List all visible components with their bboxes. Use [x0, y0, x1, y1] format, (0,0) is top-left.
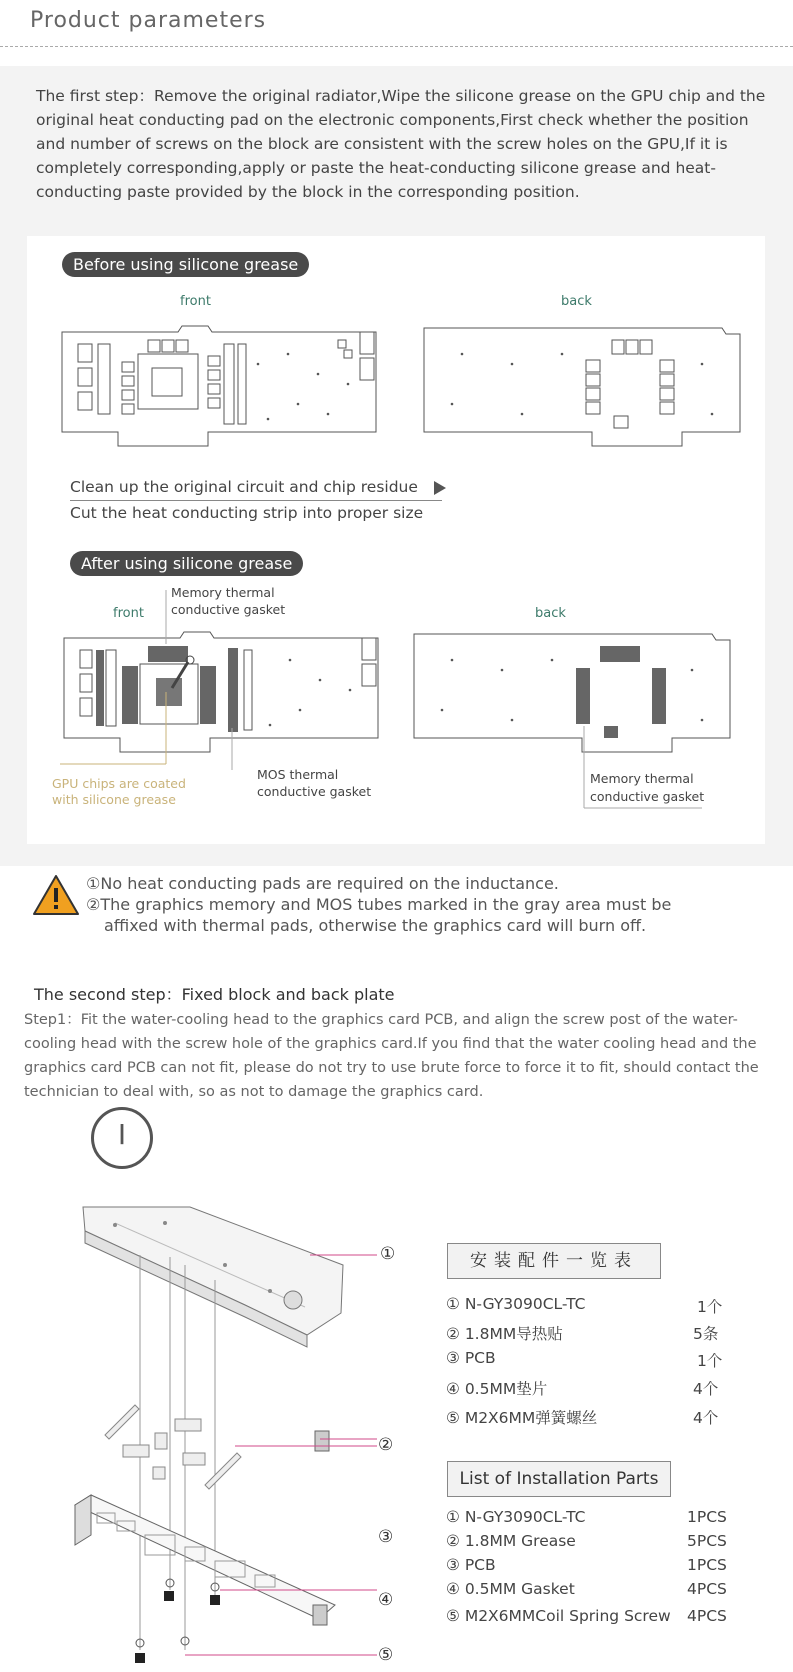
parts-cn-row-5-qty: 4个: [693, 1409, 719, 1427]
before-back-pcb: [422, 324, 742, 449]
warning-line-2: ②The graphics memory and MOS tubes marked in the gray area must be: [86, 895, 672, 914]
after-section-title: After using silicone grease: [70, 551, 303, 576]
warning-line-3: affixed with thermal pads, otherwise the graphics card will burn off.: [104, 916, 647, 935]
parts-en-row-3-name: ③ PCB: [446, 1556, 496, 1574]
title-divider: [0, 46, 793, 47]
step2-title: The second step：Fixed block and back plate: [34, 985, 395, 1004]
parts-en-row-2-name: ② 1.8MM Grease: [446, 1532, 576, 1550]
after-back-label: back: [535, 606, 566, 621]
warning-triangle-icon: [33, 874, 79, 916]
parts-cn-row-4-qty: 4个: [693, 1380, 719, 1398]
instruction-line-2: Cut the heat conducting strip into proper size: [70, 504, 424, 522]
parts-en-row-4-qty: 4PCS: [687, 1580, 727, 1598]
memory-gasket-back-callout: Memory thermal conductive gasket: [590, 771, 705, 804]
parts-en-row-3-qty: 1PCS: [687, 1556, 727, 1574]
step1-text: The first step：Remove the original radiator,Wipe the silicone grease on the GPU chip and the original heat conducting pad on the electronic components,First check whether the position and number of screws on the block are consistent with the screw holes on the GPU,If it is completely corresponding,apply or paste the heat-conducting silicone grease and heat-conducting paste provided by the block in the corresponding position.: [36, 87, 766, 201]
play-arrow-icon: [433, 480, 447, 496]
after-front-label: front: [113, 606, 144, 621]
parts-cn-row-2-qty: 5条: [693, 1325, 719, 1343]
mos-gasket-callout: MOS thermal conductive gasket: [257, 767, 372, 799]
parts-cn-title: 安装配件一览表: [447, 1243, 661, 1279]
parts-cn-row-1-name: ① N-GY3090CL-TC: [446, 1295, 586, 1313]
diagram-marker-5: ⑤: [378, 1645, 394, 1665]
parts-en-row-1-qty: 1PCS: [687, 1508, 727, 1526]
warning-line-1: ①No heat conducting pads are required on the inductance.: [86, 874, 559, 893]
parts-en-row-5-name: ⑤ M2X6MMCoil Spring Screw: [446, 1607, 671, 1625]
parts-cn-row-2-name: ② 1.8MM导热贴: [446, 1325, 563, 1343]
before-back-label: back: [561, 294, 592, 309]
parts-en-title: List of Installation Parts: [447, 1461, 671, 1497]
diagram-marker-4: ④: [378, 1590, 394, 1610]
page-title: Product parameters: [30, 8, 267, 33]
step-number-text: I: [117, 1118, 127, 1151]
parts-cn-row-1-qty: 1个: [697, 1298, 723, 1316]
after-front-pcb: [60, 630, 382, 770]
gpu-coated-callout: GPU chips are coated with silicone grease: [52, 776, 186, 807]
diagram-marker-2: ②: [378, 1435, 394, 1455]
parts-en-row-2-qty: 5PCS: [687, 1532, 727, 1550]
parts-cn-row-3-name: ③ PCB: [446, 1349, 496, 1367]
memory-gasket-front-callout: Memory thermal conductive gasket: [171, 585, 286, 617]
parts-cn-row-5-name: ⑤ M2X6MM弹簧螺丝: [446, 1409, 598, 1427]
exploded-assembly-diagram: [55, 1195, 425, 1665]
instruction-line-1: Clean up the original circuit and chip residue: [70, 478, 418, 496]
parts-en-row-5-qty: 4PCS: [687, 1607, 727, 1625]
before-front-label: front: [180, 294, 211, 309]
before-front-pcb: [58, 324, 378, 449]
after-back-pcb: [412, 630, 734, 770]
diagram-marker-1: ①: [380, 1244, 396, 1264]
diagram-marker-3: ③: [378, 1527, 394, 1547]
step-number-circle: [91, 1107, 153, 1169]
parts-en-row-4-name: ④ 0.5MM Gasket: [446, 1580, 575, 1598]
parts-cn-row-4-name: ④ 0.5MM垫片: [446, 1380, 548, 1398]
instruction-divider: [70, 500, 442, 501]
parts-en-row-1-name: ① N-GY3090CL-TC: [446, 1508, 586, 1526]
parts-cn-row-3-qty: 1个: [697, 1352, 723, 1370]
before-section-title: Before using silicone grease: [62, 252, 309, 277]
step2-body: Step1：Fit the water-cooling head to the graphics card PCB, and align the screw post of the water-cooling head with the screw hole of the graphics card.If you find that the water cooling head and the graphics card PCB can not fit, please do not try to use brute force to force it to fit, should contact the technician to deal with, so as not to damage the graphics card.: [24, 1012, 759, 1100]
